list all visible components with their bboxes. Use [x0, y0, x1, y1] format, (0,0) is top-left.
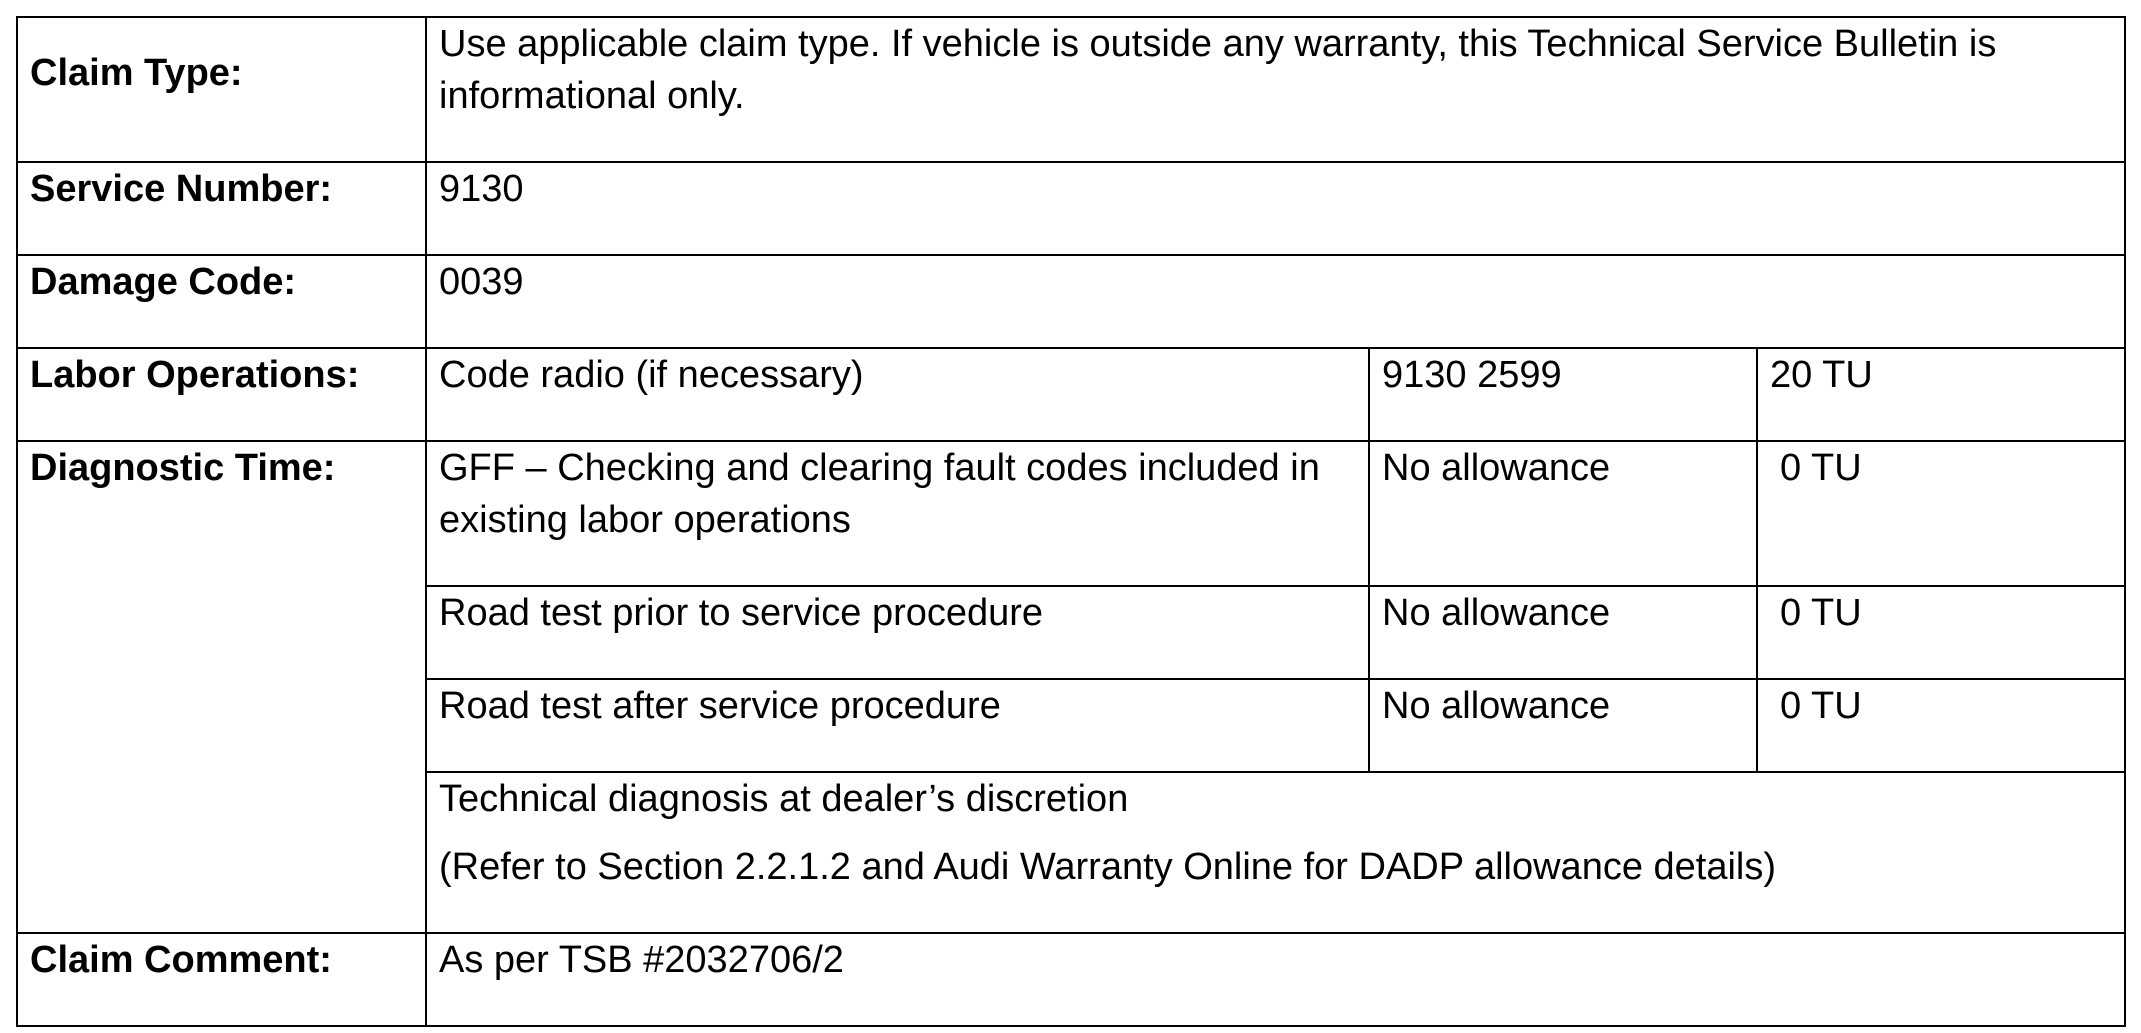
claim-comment-value: As per TSB #2032706/2: [426, 933, 2125, 1026]
diagnostic-item-allowance: No allowance: [1369, 586, 1757, 679]
damage-code-row: [17, 255, 2125, 348]
diagnostic-item-allowance: No allowance: [1369, 679, 1757, 772]
diagnostic-item-description: Road test after service procedure: [426, 679, 1369, 772]
damage-code-value: 0039: [426, 255, 2125, 348]
diagnostic-item-description: GFF – Checking and clearing fault codes included in existing labor operations: [426, 441, 1369, 586]
labor-operations-row: [17, 348, 2125, 441]
diagnostic-item-time: 0 TU: [1757, 586, 2125, 679]
damage-code-label: Damage Code:: [17, 255, 426, 348]
diagnostic-item-time: 0 TU: [1757, 679, 2125, 772]
technical-diagnosis-note: (Refer to Section 2.2.1.2 and Audi Warranty Online for DADP allowance details): [439, 846, 1777, 888]
service-number-label: Service Number:: [17, 162, 426, 255]
diagnostic-item-description: Road test prior to service procedure: [426, 586, 1369, 679]
labor-operation-code: 9130 2599: [1369, 348, 1757, 441]
diagnostic-item-row: [17, 441, 2125, 586]
claim-type-row: [17, 17, 2125, 162]
labor-operation-description: Code radio (if necessary): [426, 348, 1369, 441]
labor-operations-label: Labor Operations:: [17, 348, 426, 441]
diagnostic-item-allowance: No allowance: [1369, 441, 1757, 586]
claim-comment-label: Claim Comment:: [17, 933, 426, 1026]
claim-comment-row: [17, 933, 2125, 1026]
diagnostic-item-time: 0 TU: [1757, 441, 2125, 586]
service-number-value: 9130: [426, 162, 2125, 255]
diagnostic-time-label: Diagnostic Time:: [17, 441, 426, 933]
claim-type-value: Use applicable claim type. If vehicle is outside any warranty, this Technical Service Bulletin is informational only.: [426, 17, 2125, 162]
claim-type-label: Claim Type:: [17, 17, 426, 162]
technical-diagnosis-cell: [426, 772, 2125, 933]
warranty-claim-table: [16, 16, 2126, 1027]
service-number-row: [17, 162, 2125, 255]
labor-operation-time: 20 TU: [1757, 348, 2125, 441]
technical-diagnosis-text: Technical diagnosis at dealer’s discretion: [439, 778, 1129, 820]
